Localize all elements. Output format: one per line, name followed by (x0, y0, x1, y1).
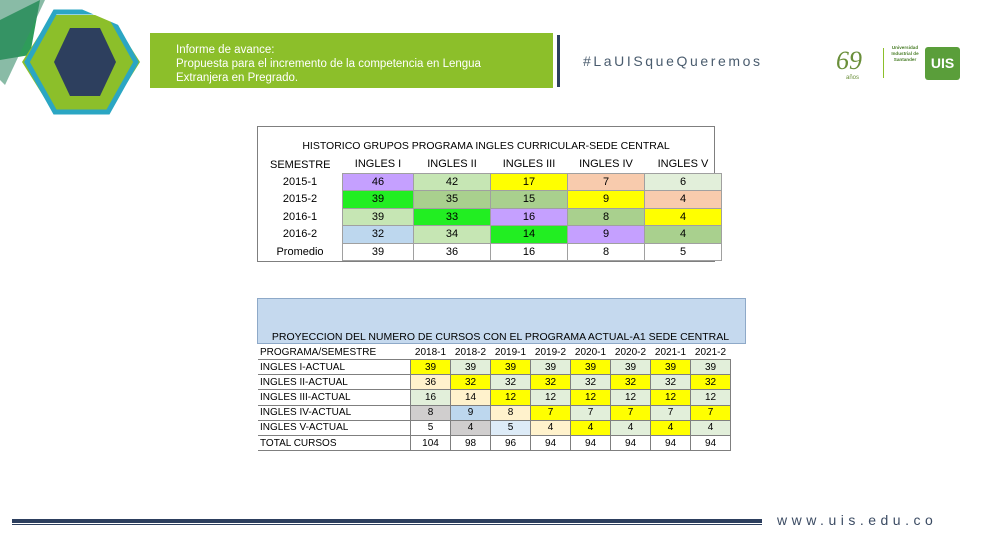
table-cell: 32 (691, 375, 731, 390)
row-label: INGLES I-ACTUAL (258, 360, 411, 375)
table-cell: 12 (531, 390, 571, 405)
table-cell: 4 (651, 420, 691, 435)
table-cell: 9 (568, 191, 645, 209)
university-line-2: Industrial de (891, 51, 919, 56)
col-header: INGLES I (354, 158, 402, 171)
table-row (258, 360, 731, 375)
table-cell: 8 (568, 243, 645, 261)
col-header: 2020-1 (574, 347, 607, 358)
table-cell: 94 (691, 435, 731, 450)
header-divider (557, 35, 560, 87)
table-cell: 4 (691, 420, 731, 435)
projection-table (258, 346, 731, 451)
table-cell: 96 (491, 435, 531, 450)
logo-divider (883, 48, 884, 78)
row-label: 2015-1 (282, 175, 318, 188)
table-cell: 7 (651, 405, 691, 420)
table-cell: 32 (651, 375, 691, 390)
table-cell: 4 (451, 420, 491, 435)
logo-number: 69 (836, 46, 862, 75)
table-cell: 7 (571, 405, 611, 420)
report-title-line-3: Extranjera en Pregrado. (176, 72, 299, 84)
row-label: TOTAL CURSOS (258, 435, 411, 450)
col-header: INGLES IV (579, 158, 633, 171)
table-cell: 12 (691, 390, 731, 405)
col-header: 2021-2 (694, 347, 727, 358)
table-cell: 7 (691, 405, 731, 420)
table-cell: 35 (414, 191, 491, 209)
table-cell: 39 (491, 360, 531, 375)
table-cell: 32 (491, 375, 531, 390)
row-label: INGLES II-ACTUAL (258, 375, 411, 390)
table-cell: 8 (411, 405, 451, 420)
col-header: INGLES II (427, 158, 477, 171)
table-cell: 39 (343, 243, 414, 261)
table-cell: 39 (531, 360, 571, 375)
uis-logo: UIS (925, 47, 960, 80)
table-header-row (258, 156, 722, 173)
col-header: 2021-1 (654, 347, 687, 358)
table-row (258, 420, 731, 435)
university-line-3: Santander (893, 57, 917, 62)
row-label: 2016-2 (282, 228, 318, 241)
table-cell: 94 (611, 435, 651, 450)
table-cell: 5 (491, 420, 531, 435)
table-cell: 4 (531, 420, 571, 435)
table-cell: 12 (651, 390, 691, 405)
table-cell: 12 (611, 390, 651, 405)
table-cell: 16 (491, 208, 568, 226)
table-cell: 32 (571, 375, 611, 390)
table-cell: 39 (651, 360, 691, 375)
col-header: SEMESTRE (269, 158, 331, 171)
col-header: INGLES V (657, 158, 709, 171)
website-link[interactable]: www.uis.edu.co (777, 512, 938, 528)
logo-sub: años (846, 75, 860, 81)
university-line-1: Universidad (891, 45, 919, 50)
table-cell: 42 (414, 173, 491, 191)
row-label: 2016-1 (282, 210, 318, 223)
row-label: 2015-2 (282, 193, 318, 206)
table-cell: 16 (491, 243, 568, 261)
table-cell: 39 (571, 360, 611, 375)
report-title (176, 43, 546, 85)
table-cell: 32 (531, 375, 571, 390)
table-cell: 12 (571, 390, 611, 405)
table-cell: 15 (491, 191, 568, 209)
col-header: 2018-2 (454, 347, 487, 358)
table-cell: 7 (611, 405, 651, 420)
table-cell: 17 (491, 173, 568, 191)
table-cell: 34 (414, 226, 491, 244)
table-cell: 8 (491, 405, 531, 420)
table-cell: 36 (411, 375, 451, 390)
historic-table-title: HISTORICO GRUPOS PROGRAMA INGLES CURRICULAR-SEDE CENTRAL (302, 140, 670, 152)
table-cell: 39 (343, 191, 414, 209)
table-row (258, 243, 722, 261)
table-cell: 46 (343, 173, 414, 191)
table-cell: 32 (611, 375, 651, 390)
table-row (258, 375, 731, 390)
table-cell: 104 (411, 435, 451, 450)
table-cell: 4 (645, 191, 722, 209)
table-cell: 7 (568, 173, 645, 191)
table-cell: 98 (451, 435, 491, 450)
report-title-line-1: Informe de avance: (176, 44, 275, 56)
row-label: INGLES III-ACTUAL (258, 390, 411, 405)
table-cell: 4 (645, 208, 722, 226)
table-cell: 94 (571, 435, 611, 450)
table-row (258, 191, 722, 209)
table-cell: 5 (645, 243, 722, 261)
table-cell: 33 (414, 208, 491, 226)
historic-table (258, 156, 722, 261)
hashtag-text: #LaUISqueQueremos (583, 53, 763, 69)
table-cell: 94 (651, 435, 691, 450)
table-cell: 32 (343, 226, 414, 244)
col-header: 2019-2 (534, 347, 567, 358)
anniversary-logo (832, 45, 878, 81)
table-cell: 94 (531, 435, 571, 450)
table-cell: 12 (491, 390, 531, 405)
row-label: INGLES IV-ACTUAL (258, 405, 411, 420)
table-cell: 39 (451, 360, 491, 375)
table-cell: 14 (451, 390, 491, 405)
col-header: INGLES III (502, 158, 556, 171)
table-cell: 16 (411, 390, 451, 405)
col-header: 2020-2 (614, 347, 647, 358)
table-row (258, 390, 731, 405)
table-row (258, 435, 731, 450)
projection-table-title: PROYECCION DEL NUMERO DE CURSOS CON EL PROGRAMA ACTUAL-A1 SEDE CENTRAL (271, 331, 730, 343)
hexagon-decoration (0, 0, 150, 125)
table-cell: 9 (568, 226, 645, 244)
table-cell: 6 (645, 173, 722, 191)
table-cell: 39 (611, 360, 651, 375)
footer-rule-thin (12, 524, 762, 525)
table-cell: 8 (568, 208, 645, 226)
table-row (258, 173, 722, 191)
col-header: 2019-1 (494, 347, 527, 358)
table-cell: 4 (645, 226, 722, 244)
table-cell: 4 (611, 420, 651, 435)
table-row (258, 226, 722, 244)
table-cell: 39 (411, 360, 451, 375)
table-cell: 9 (451, 405, 491, 420)
table-cell: 39 (343, 208, 414, 226)
table-cell: 36 (414, 243, 491, 261)
col-header: 2018-1 (414, 347, 447, 358)
table-header-row (258, 346, 731, 360)
table-cell: 7 (531, 405, 571, 420)
table-row (258, 405, 731, 420)
table-cell: 39 (691, 360, 731, 375)
footer-rule (12, 519, 762, 523)
table-cell: 14 (491, 226, 568, 244)
table-cell: 5 (411, 420, 451, 435)
row-label: Promedio (276, 245, 324, 258)
university-name (888, 45, 922, 63)
row-label: INGLES V-ACTUAL (258, 420, 411, 435)
table-cell: 32 (451, 375, 491, 390)
col-header: PROGRAMA/SEMESTRE (260, 347, 377, 358)
report-title-line-2: Propuesta para el incremento de la competencia en Lengua (176, 58, 481, 70)
table-row (258, 208, 722, 226)
table-cell: 4 (571, 420, 611, 435)
